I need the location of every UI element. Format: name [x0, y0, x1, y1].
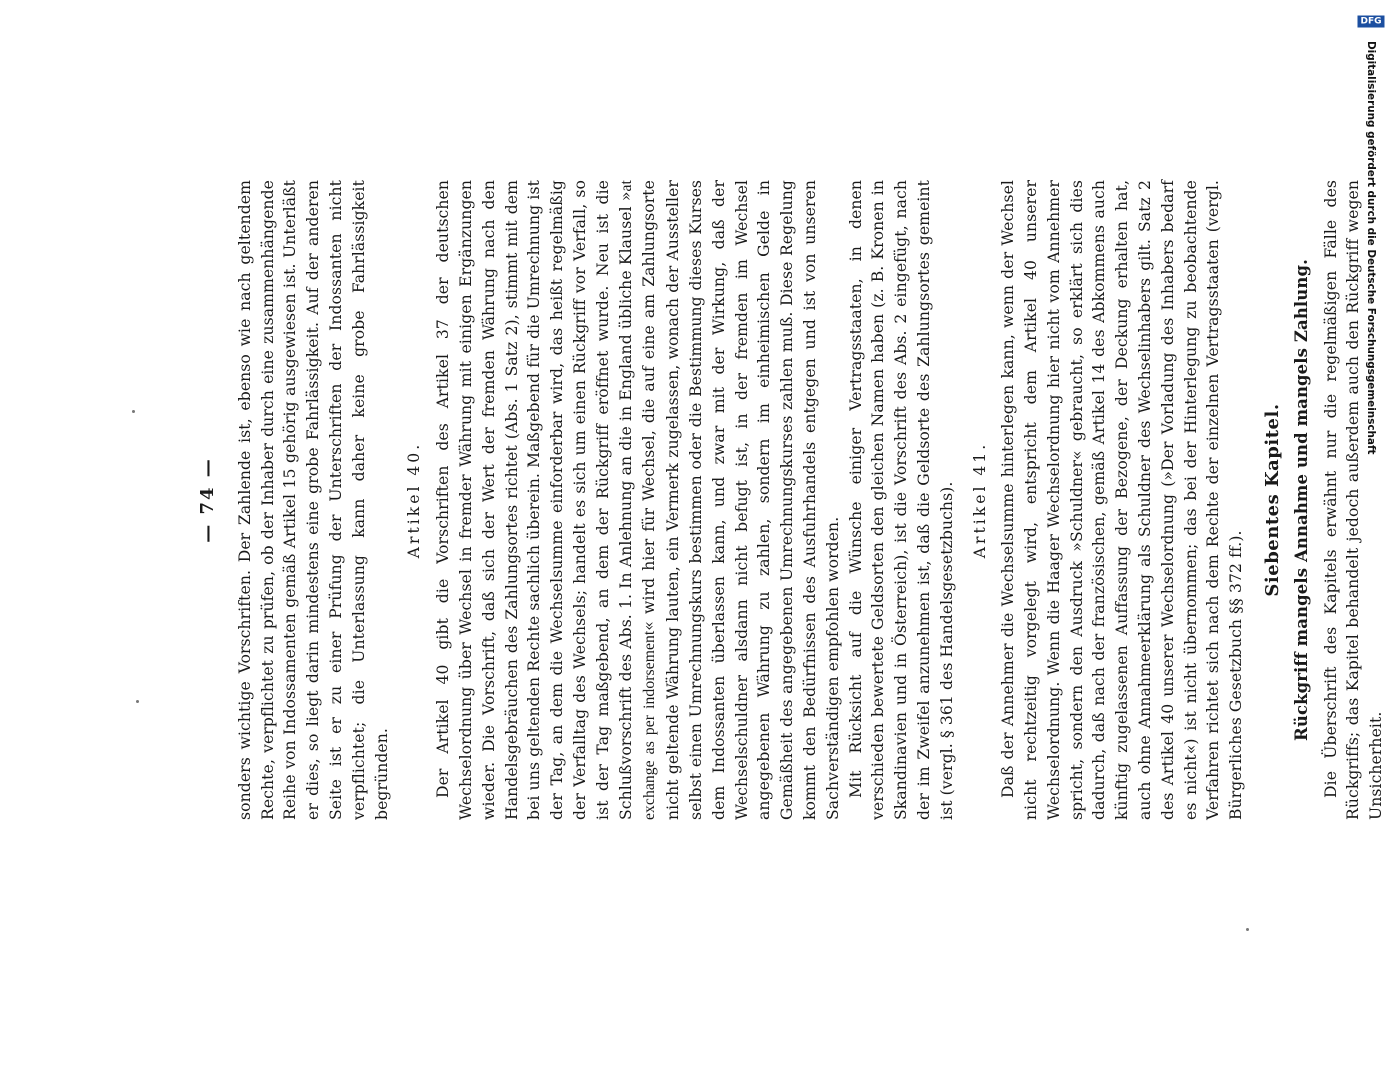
- article-41-paragraph-1: Daß der Annehmer die Wechselsumme hinterlegen kann, wenn der Wechsel nicht rechtzeitig vorgelegt wird, entspricht dem Artikel 40 unserer Wechselordnung. Wenn die Haager Wechselordnung hier nicht vom Annehmer spricht, sondern den Ausdruck »Schuldner« gebraucht, so erklärt sich dies dadurch, daß nach der französischen, gemäß Artikel 14 des Abkommens auch künftig zugelassenen Auffassung der Bezogene, der Deckung erhalten hat, auch ohne Annahmeerklärung als Schuldner des Wechselinhabers gilt. Satz 2 des Artikel 40 unserer Wechselordnung (»Der Vorladung des Inhabers bedarf es nicht«) ist nicht übernommen; das bei der Hinterlegung zu beobachtende Verfahren richtet sich nach dem Rechte der einzelnen Vertragsstaaten (vergl. Bürgerliches Gesetzbuch §§ 372 ff.).: [999, 180, 1246, 820]
- scan-speck: [136, 700, 139, 703]
- digitization-note: [1360, 8, 1390, 1078]
- article-40-text-b: « wird hier für Wechsel, die auf eine am Zahlungsorte nicht geltende Währung lauten, ein Vermerk zugelassen, wonach der Aussteller selbst einen Umrechnungskurs bestimmen oder die Bestimmung dieses Kurses dem Indossanten überlassen kann, und zwar mit der Wirkung, daß der Wechselschuldner alsdann nicht befugt ist, in der fremden im Wechsel angegebenen Währung zu zahlen, sondern im einheimischen Gelde in Gemäßheit des angegebenen Umrechnungskurses zahlen muß. Diese Regelung kommt den Bedürfnissen des Ausfuhrhandels entgegen und ist von unseren Sachverständigen empfohlen worden.: [640, 180, 842, 820]
- latin-clause: at exchange as per indorsement: [617, 180, 659, 820]
- scan-speck: [1246, 928, 1249, 931]
- chapter-subheading: Rückgriff mangels Annahme und mangels Zahlung.: [1291, 259, 1311, 741]
- article-40-heading: Artikel 40.: [405, 441, 424, 559]
- dfg-logo: DFG: [1357, 16, 1384, 28]
- intro-paragraph: sonders wichtige Vorschriften. Der Zahlende ist, ebenso wie nach geltendem Rechte, verpflichtet zu prüfen, ob der Inhaber durch eine zusammenhängende Reihe von Indossamenten gemäß Artikel 15 gehörig ausgewiesen ist. Unterläßt er dies, so liegt darin mindestens eine grobe Fahrlässigkeit. Auf der anderen Seite ist er zu einer Prüfung der Unterschriften der Indossanten nicht verpflichtet; die Unterlassung kann daher keine grobe Fahrlässigkeit begründen.: [235, 180, 391, 820]
- page-number: — 74 —: [197, 457, 218, 543]
- article-40-paragraph-1: [432, 180, 844, 820]
- article-41-heading: Artikel 41.: [970, 441, 989, 559]
- article-40-text-a: Der Artikel 40 gibt die Vorschriften des Artikel 37 der deutschen Wechselordnung über Wechsel in fremder Währung mit einigen Ergänzungen wieder. Die Vorschrift, daß sich der Wert der fremden Währung nach den Handelsgebräuchen des Zahlungsortes richtet (Abs. 1 Satz 2), stimmt mit dem bei uns geltenden Rechte sachlich überein. Maßgebend für die Umrechnung ist der Tag, an dem die Wechselsumme einforderbar wird, das heißt regelmäßig der Verfalltag des Wechsels; handelt es sich um einen Rückgriff vor Verfall, so ist der Tag maßgebend, an dem der Rückgriff eröffnet wurde. Neu ist die Schlußvorschrift des Abs. 1. In Anlehnung an die in England übliche Klausel »: [434, 180, 635, 820]
- chapter-heading: Siebentes Kapitel.: [1262, 403, 1284, 597]
- scan-speck: [132, 410, 135, 413]
- article-40-paragraph-2: Mit Rücksicht auf die Wünsche einiger Vertragsstaaten, in denen verschieden bewertete Geldsorten den gleichen Namen haben (z. B. Kronen in Skandinavien und in Österreich), ist die Vorschrift des Abs. 2 eingefügt, nach der im Zweifel anzunehmen ist, daß die Geldsorte des Zahlungsortes gemeint ist (vergl. § 361 des Handelsgesetzbuchs).: [846, 180, 956, 820]
- digitization-text: Digitalisierung gefördert durch die Deutsche Forschungsgemeinschaft: [1365, 41, 1377, 455]
- chapter-paragraph-1: Die Überschrift des Kapitels erwähnt nur die regelmäßigen Fälle des Rückgriffs; das Kapitel behandelt jedoch außerdem auch den Rückgriff wegen Unsicherheit.: [1321, 180, 1386, 820]
